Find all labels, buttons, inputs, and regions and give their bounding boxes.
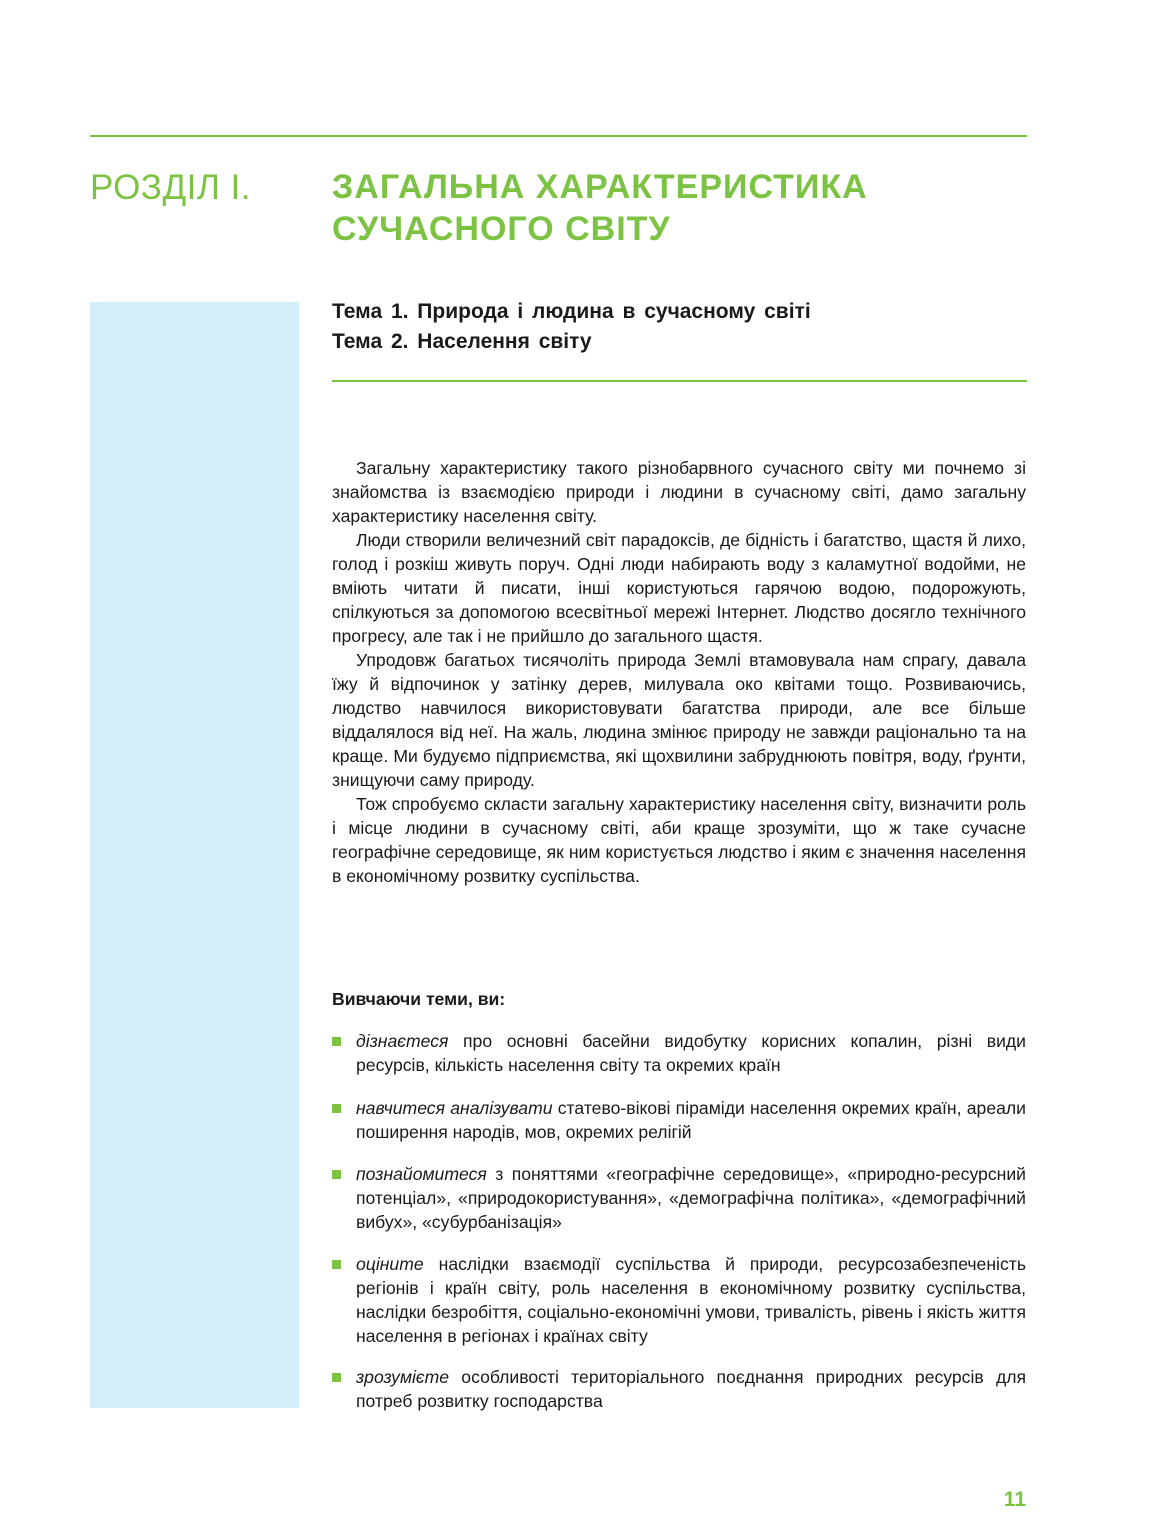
intro-paragraph-3: Упродовж багатьох тисячоліть природа Землі втамовувала нам спрагу, давала їжу й відпочинок у затінку дерев, милувала око квітами тощо. Розвиваючись, людство навчилося використовувати багатства природи, але все більше віддалялося від неї. На жаль, людина змінює природу не завжди раціонально та на краще. Ми будуємо підприємства, які щохвилини забруднюють повітря, воду, ґрунти, знищуючи саму природу. (332, 650, 1026, 790)
goal-item (332, 1365, 1026, 1413)
goal-item (332, 1162, 1026, 1234)
square-bullet-icon (332, 1104, 341, 1113)
goal-description: статево-вікові піраміди населення окремих країн, ареали поширення народів, мов, окремих релігій (356, 1098, 1026, 1142)
topic-2: Тема 2. Населення світу (332, 330, 592, 353)
chapter-title-line-1: ЗАГАЛЬНА ХАРАКТЕРИСТИКА (332, 168, 868, 206)
square-bullet-icon (332, 1037, 341, 1046)
topic-1: Тема 1. Природа і людина в сучасному світі (332, 300, 811, 323)
goal-text (356, 1162, 1026, 1234)
goal-verb: познайомитеся (356, 1164, 487, 1184)
goal-item (332, 1252, 1026, 1348)
goal-text (356, 1365, 1026, 1413)
page-number: 11 (1003, 1488, 1026, 1511)
chapter-title-line-2: СУЧАСНОГО СВІТУ (332, 210, 671, 248)
goal-item (332, 1096, 1026, 1144)
goal-text (356, 1096, 1026, 1144)
goals-heading: Вивчаючи теми, ви: (332, 989, 506, 1009)
goal-verb: дізнаєтеся (356, 1031, 449, 1051)
goal-verb: зрозумієте (356, 1367, 450, 1387)
goal-text (356, 1029, 1026, 1077)
goal-verb: оціните (356, 1254, 424, 1274)
goal-description: з поняттями «географічне середовище», «природно-ресурсний потенціал», «природокористування», «демографічна політика», «демографічний вибух», «субурбанізація» (356, 1164, 1026, 1232)
square-bullet-icon (332, 1373, 341, 1382)
goal-item (332, 1029, 1026, 1077)
top-divider (90, 135, 1027, 137)
topics-divider (332, 380, 1027, 382)
goal-verb: навчитеся аналізувати (356, 1098, 553, 1118)
intro-paragraph-1: Загальну характеристику такого різнобарвного сучасного світу ми почнемо зі знайомства із взаємодією природи і людини в сучасному світі, дамо загальну характеристику населення світу. (332, 458, 1026, 526)
chapter-title (332, 166, 1032, 250)
goal-description: наслідки взаємодії суспільства й природи, ресурсозабезпеченість регіонів і країн світу, роль населення в економічному розвитку суспільства, наслідки безробіття, соціально-економічні умови, тривалість, рівень і якість життя населення в регіонах і країнах світу (356, 1254, 1026, 1346)
square-bullet-icon (332, 1170, 341, 1179)
intro-paragraph-2: Люди створили величезний світ парадоксів, де бідність і багатство, щастя й лихо, голод і розкіш живуть поруч. Одні люди набирають воду з каламутної водойми, не вміють читати й писати, інші користуються гарячою водою, подорожують, спілкуються за допомогою всесвітньої мережі Інтернет. Людство досягло технічного прогресу, але так і не прийшло до загального щастя. (332, 530, 1026, 646)
goal-text (356, 1252, 1026, 1348)
goal-description: про основні басейни видобутку корисних копалин, різні види ресурсів, кількість населення світу та окремих країн (356, 1031, 1026, 1075)
section-label: РОЗДІЛ І. (90, 168, 252, 207)
topic-list (332, 297, 1027, 357)
intro-text (332, 456, 1026, 888)
side-panel (90, 302, 299, 1408)
intro-paragraph-4: Тож спробуємо скласти загальну характеристику населення світу, визначити роль і місце людини в сучасному світі, аби краще зрозуміти, що ж таке сучасне географічне середовище, як ним користується людство і яким є значення населення в економічному розвитку суспільства. (332, 794, 1026, 886)
goal-description: особливості територіального поєднання природних ресурсів для потреб розвитку господарства (356, 1367, 1026, 1411)
square-bullet-icon (332, 1260, 341, 1269)
